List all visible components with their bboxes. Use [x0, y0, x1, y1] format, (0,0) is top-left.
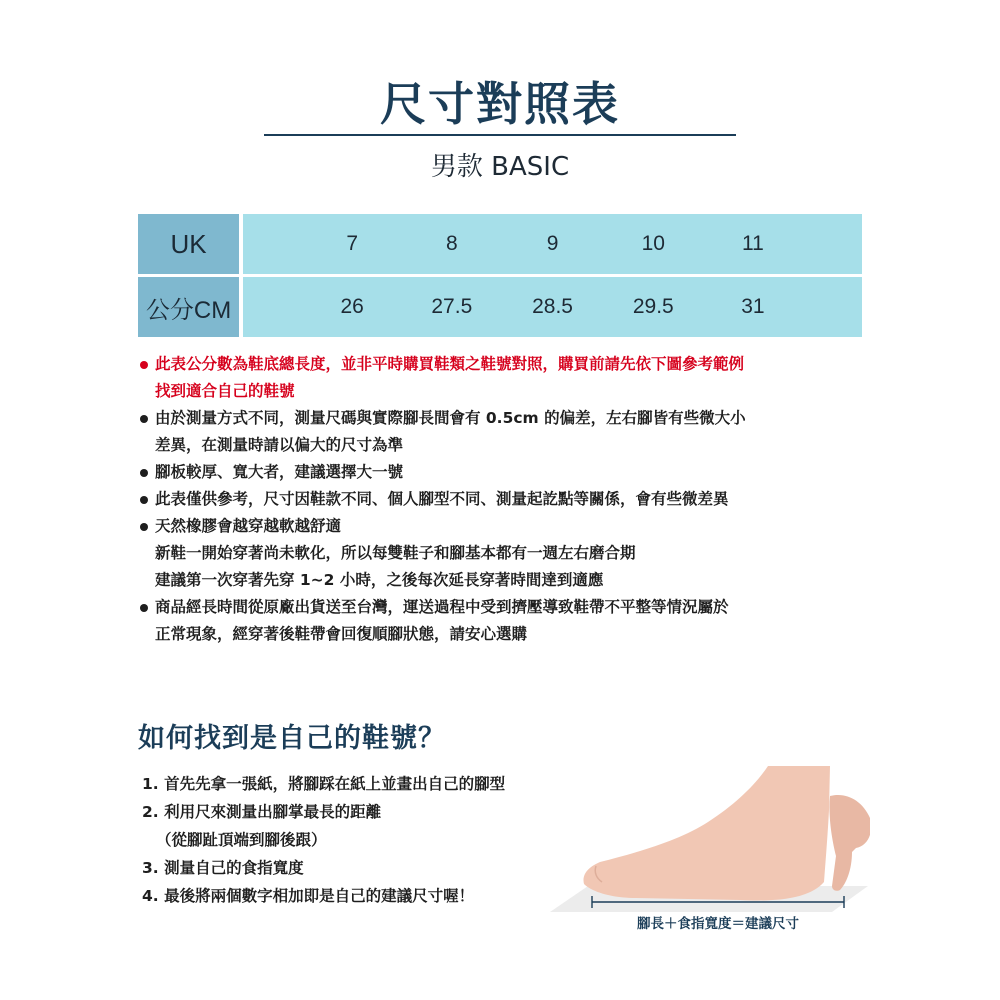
how-to-title: 如何找到是自己的鞋號？ — [138, 723, 446, 754]
table-row-cm — [138, 277, 862, 337]
title-divider — [264, 134, 736, 136]
note-line: 找到適合自己的鞋號 — [155, 382, 295, 400]
table-row-uk — [138, 214, 862, 277]
note-line: 差異，在測量時請以偏大的尺寸為準 — [155, 436, 404, 454]
note-line: 此表僅供參考，尺寸因鞋款不同、個人腳型不同、測量起訖點等關係，會有些微差異 — [155, 490, 729, 508]
table-cell: 10 — [603, 214, 704, 277]
note-item — [138, 594, 858, 648]
note-item-warning — [138, 351, 858, 405]
table-cell: 26 — [303, 277, 402, 337]
page-subtitle: 男款 BASIC — [430, 152, 570, 182]
row-header-uk: UK — [138, 214, 243, 277]
step-line: （從腳趾頂端到腳後跟） — [156, 831, 327, 849]
size-chart-table — [138, 214, 862, 337]
note-line: 腳板較厚、寬大者，建議選擇大一號 — [155, 463, 404, 481]
step-item — [142, 854, 572, 882]
table-cell: 31 — [704, 277, 803, 337]
note-item — [138, 459, 858, 486]
foot-shape — [584, 766, 830, 900]
table-pad-cell — [802, 214, 862, 277]
step-line: 3. 測量自己的食指寬度 — [142, 859, 304, 877]
table-pad-cell — [802, 277, 862, 337]
note-line: 此表公分數為鞋底總長度，並非平時購買鞋類之鞋號對照，購買前請先依下圖參考範例 — [155, 355, 745, 373]
note-line: 商品經長時間從原廠出貨送至台灣，運送過程中受到擠壓導致鞋帶不平整等情況屬於 — [155, 598, 729, 616]
note-line: 由於測量方式不同，測量尺碼與實際腳長間會有 0.5cm 的偏差，左右腳皆有些微大小 — [155, 409, 746, 427]
step-line: 4. 最後將兩個數字相加即是自己的建議尺寸喔！ — [142, 887, 475, 905]
note-line: 建議第一次穿著先穿 1~2 小時，之後每次延長穿著時間達到適應 — [155, 571, 604, 589]
step-item — [142, 770, 572, 798]
table-cell: 7 — [303, 214, 402, 277]
note-line: 新鞋一開始穿著尚未軟化，所以每雙鞋子和腳基本都有一週左右磨合期 — [155, 544, 636, 562]
row-header-cm: 公分CM — [138, 277, 243, 337]
finger-shape — [829, 795, 870, 891]
notes-list — [138, 351, 858, 648]
table-cell: 8 — [401, 214, 502, 277]
page-title: 尺寸對照表 — [380, 77, 620, 131]
formula-caption: 腳長＋食指寬度＝建議尺寸 — [637, 916, 799, 932]
table-cell: 9 — [502, 214, 603, 277]
note-item — [138, 486, 858, 513]
note-item — [138, 513, 858, 594]
step-item — [142, 798, 572, 854]
table-pad-cell — [243, 277, 303, 337]
foot-measure-illustration-icon — [540, 760, 870, 930]
step-item — [142, 882, 572, 910]
note-line: 天然橡膠會越穿越軟越舒適 — [155, 517, 342, 535]
table-cell: 29.5 — [603, 277, 704, 337]
table-cell: 27.5 — [401, 277, 502, 337]
table-cell: 11 — [704, 214, 803, 277]
step-line: 1. 首先先拿一張紙，將腳踩在紙上並畫出自己的腳型 — [142, 775, 506, 793]
step-line: 2. 利用尺來測量出腳掌最長的距離 — [142, 803, 382, 821]
steps-list — [142, 770, 572, 910]
table-cell: 28.5 — [502, 277, 603, 337]
table-pad-cell — [243, 214, 303, 277]
note-item — [138, 405, 858, 459]
note-line: 正常現象，經穿著後鞋帶會回復順腳狀態，請安心選購 — [155, 625, 528, 643]
